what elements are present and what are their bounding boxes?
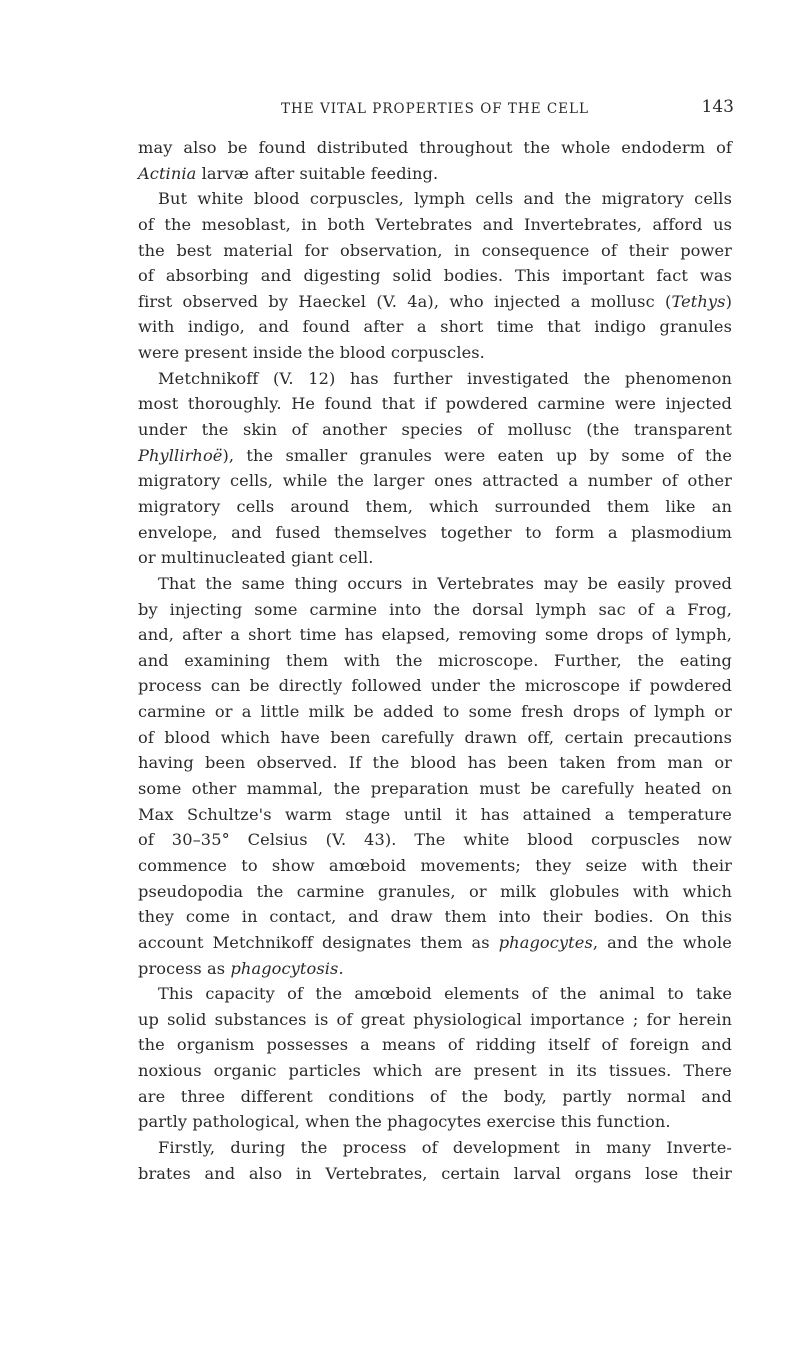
text-run: migratory cells around them, which surrounded them like an (138, 496, 732, 516)
text-run: That the same thing occurs in Vertebrates may be easily proved (158, 573, 732, 593)
text-line (138, 597, 732, 623)
book-page (138, 97, 732, 1186)
text-line (138, 879, 732, 905)
text-run: This capacity of the amœboid elements of the animal to take (158, 984, 732, 1004)
text-line (138, 1135, 732, 1161)
text-run: larvæ after suitable feeding. (196, 163, 439, 183)
italic-text: Tethys (671, 291, 726, 311)
text-run: and examining them with the microscope. Further, the eating (138, 650, 732, 670)
text-run: carmine or a little milk be added to some fresh drops of lymph or (138, 702, 732, 722)
text-line (138, 725, 732, 751)
text-line (138, 904, 732, 930)
text-run: migratory cells, while the larger ones attracted a number of other (138, 471, 732, 491)
body-text (138, 135, 732, 1186)
text-line (138, 1161, 732, 1187)
text-line (138, 930, 732, 956)
italic-text: phagocytosis. (230, 958, 344, 978)
text-run: of blood which have been carefully drawn off, certain precautions (138, 727, 732, 747)
text-line (138, 853, 732, 879)
text-run: some other mammal, the preparation must be carefully heated on (138, 779, 732, 799)
text-run: commence to show amœboid movements; they seize with their (138, 855, 732, 875)
text-run: and, after a short time has elapsed, removing some drops of lymph, (138, 625, 732, 645)
text-run: most thoroughly. He found that if powdered carmine were injected (138, 394, 732, 414)
text-run: by injecting some carmine into the dorsal lymph sac of a Frog, (138, 599, 732, 619)
text-run: they come in contact, and draw them into their bodies. On this (138, 907, 732, 927)
text-line (138, 289, 732, 315)
text-line (138, 673, 732, 699)
text-run: under the skin of another species of mollusc (the transparent (138, 420, 732, 440)
text-run: of 30–35° Celsius (V. 43). The white blood corpuscles now (138, 830, 732, 850)
text-line (138, 956, 732, 982)
text-run: account Metchnikoff designates them as (138, 932, 499, 952)
text-line (138, 1007, 732, 1033)
running-head (138, 97, 732, 121)
text-line (138, 827, 732, 853)
text-line (138, 468, 732, 494)
text-line (138, 263, 732, 289)
text-run: Metchnikoff (V. 12) has further investigated the phenomenon (158, 368, 732, 388)
text-run: envelope, and fused themselves together to form a plasmodium (138, 522, 732, 542)
text-line (138, 776, 732, 802)
text-line (138, 1109, 732, 1135)
running-title: THE VITAL PROPERTIES OF THE CELL (281, 101, 589, 117)
text-run: ), the smaller granules were eaten up by some of the (222, 445, 732, 465)
text-line (138, 1084, 732, 1110)
text-line (138, 520, 732, 546)
text-run: are three different conditions of the body, partly normal and (138, 1086, 732, 1106)
text-run: of absorbing and digesting solid bodies. This important fact was (138, 266, 732, 286)
text-run: But white blood corpuscles, lymph cells and the migratory cells (158, 189, 732, 209)
text-line (138, 545, 732, 571)
italic-text: phagocytes (498, 932, 593, 952)
text-run: process can be directly followed under the microscope if powdered (138, 676, 732, 696)
text-run: having been observed. If the blood has been taken from man or (138, 753, 732, 773)
text-line (138, 161, 732, 187)
italic-text: Actinia (138, 163, 197, 183)
text-run: may also be found distributed throughout the whole endoderm of (138, 138, 732, 157)
text-line (138, 212, 732, 238)
text-run: were present inside the blood corpuscles. (138, 343, 485, 363)
text-run: of the mesoblast, in both Vertebrates and Invertebrates, afford us (138, 214, 732, 234)
text-run: pseudopodia the carmine granules, or milk globules with which (138, 881, 732, 901)
text-run: up solid substances is of great physiological importance ; for herein (138, 1009, 732, 1029)
text-run: the organism possesses a means of ridding itself of foreign and (138, 1035, 732, 1055)
text-line (138, 981, 732, 1007)
page-number: 143 (701, 97, 734, 117)
text-line (138, 443, 732, 469)
text-line (138, 1058, 732, 1084)
italic-text: Phyllirhoë (138, 445, 223, 465)
text-line (138, 186, 732, 212)
text-run: with indigo, and found after a short time that indigo granules (138, 317, 732, 337)
text-line (138, 802, 732, 828)
text-line (138, 417, 732, 443)
text-line (138, 571, 732, 597)
text-run: Firstly, during the process of development in many Inverte- (158, 1137, 732, 1157)
text-line (138, 622, 732, 648)
text-run: or multinucleated giant cell. (138, 548, 374, 568)
text-run: , and the whole (592, 932, 732, 952)
text-run: ) (725, 291, 732, 311)
text-run: process as (138, 958, 231, 978)
text-run: partly pathological, when the phagocytes exercise this function. (138, 1112, 671, 1132)
text-line (138, 750, 732, 776)
text-line (138, 366, 732, 392)
text-line (138, 494, 732, 520)
text-line (138, 699, 732, 725)
text-line (138, 648, 732, 674)
text-line (138, 238, 732, 264)
text-line (138, 314, 732, 340)
text-run: noxious organic particles which are present in its tissues. There (138, 1061, 732, 1081)
text-run: first observed by Haeckel (V. 4a), who injected a mollusc ( (138, 291, 672, 311)
text-run: the best material for observation, in consequence of their power (138, 240, 732, 260)
text-run: Max Schultze's warm stage until it has attained a temperature (138, 804, 732, 824)
text-run: brates and also in Vertebrates, certain larval organs lose their (138, 1163, 732, 1183)
text-line (138, 340, 732, 366)
text-line (138, 1032, 732, 1058)
text-line (138, 135, 732, 161)
text-line (138, 391, 732, 417)
